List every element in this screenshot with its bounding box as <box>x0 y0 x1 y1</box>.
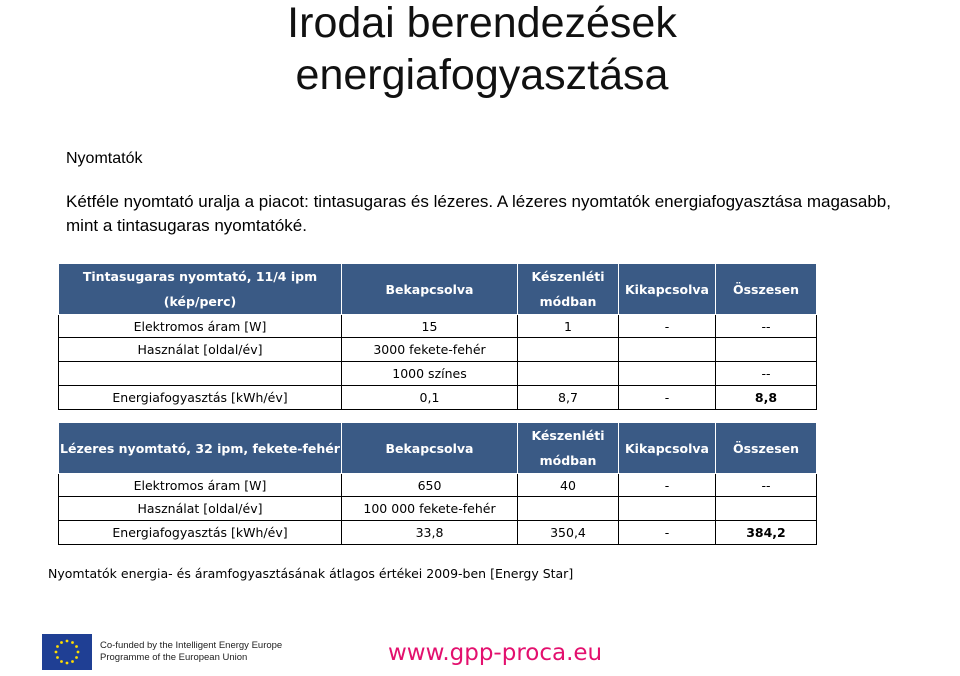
table-row <box>59 386 817 410</box>
intro-paragraph: Kétféle nyomtató uralja a piacot: tintasugaras és lézeres. A lézeres nyomtatók energiafogyasztása magasabb, mint a tintasugaras nyomtatóké. <box>66 192 891 235</box>
table-cell: 100 000 fekete-fehér <box>342 497 518 521</box>
table-cell <box>619 497 716 521</box>
table-cell <box>619 362 716 386</box>
table2-header-total: Összesen <box>716 423 817 474</box>
table1-header-total: Összesen <box>716 264 817 315</box>
table2-header-label: Lézeres nyomtató, 32 ipm, fekete-fehér <box>59 423 342 474</box>
table-cell-total: 8,8 <box>716 386 817 410</box>
table-cell <box>518 362 619 386</box>
laser-table <box>58 422 817 545</box>
eu-star <box>75 645 78 648</box>
eu-text-line-1: Co-funded by the Intelligent Energy Europe <box>100 640 283 651</box>
section-heading: Nyomtatók <box>66 150 143 167</box>
table-cell: 1 <box>518 315 619 338</box>
eu-text-line-2: Programme of the European Union <box>100 652 248 663</box>
table-cell: - <box>619 521 716 545</box>
eu-star <box>66 640 69 643</box>
table-row <box>59 521 817 545</box>
table-cell: 40 <box>518 474 619 497</box>
eu-flag-icon <box>42 634 92 670</box>
website-link[interactable]: www.gpp-proca.eu <box>388 640 603 666</box>
table-cell: 33,8 <box>342 521 518 545</box>
table-cell-total: 384,2 <box>716 521 817 545</box>
table-cell <box>619 338 716 362</box>
eu-star <box>75 656 78 659</box>
eu-star <box>55 651 58 654</box>
table-cell: 0,1 <box>342 386 518 410</box>
table-cell <box>59 362 342 386</box>
table-cell: Elektromos áram [W] <box>59 474 342 497</box>
table-cell: Használat [oldal/év] <box>59 497 342 521</box>
table-cell: 650 <box>342 474 518 497</box>
table-cell: Energiafogyasztás [kWh/év] <box>59 386 342 410</box>
table-cell <box>716 497 817 521</box>
footnote: Nyomtatók energia- és áramfogyasztásának átlagos értékei 2009-ben [Energy Star] <box>48 566 574 581</box>
table-cell: -- <box>716 362 817 386</box>
table-cell: 15 <box>342 315 518 338</box>
table-row <box>59 315 817 338</box>
table1-header-label: Tintasugaras nyomtató, 11/4 ipm (kép/perc) <box>59 264 342 315</box>
table2-header-on: Bekapcsolva <box>342 423 518 474</box>
eu-cofunding-text <box>100 640 282 664</box>
table-cell: 8,7 <box>518 386 619 410</box>
table1-header-standby: Készenléti módban <box>518 264 619 315</box>
table-header-row <box>59 264 817 315</box>
table1-header-off: Kikapcsolva <box>619 264 716 315</box>
table-cell: - <box>619 315 716 338</box>
table2-header-off: Kikapcsolva <box>619 423 716 474</box>
eu-star <box>77 651 80 654</box>
eu-flag-svg <box>42 634 92 670</box>
table-cell <box>518 497 619 521</box>
table-cell: 1000 színes <box>342 362 518 386</box>
table-cell: Elektromos áram [W] <box>59 315 342 338</box>
table-cell: - <box>619 474 716 497</box>
eu-star <box>66 662 69 665</box>
table2-header-standby: Készenléti módban <box>518 423 619 474</box>
eu-star <box>56 656 59 659</box>
title-line-2: energiafogyasztása <box>295 51 669 99</box>
table-cell <box>518 338 619 362</box>
inkjet-table <box>58 263 817 410</box>
eu-star <box>60 641 63 644</box>
table-cell: 3000 fekete-fehér <box>342 338 518 362</box>
table-cell: Energiafogyasztás [kWh/év] <box>59 521 342 545</box>
eu-star <box>56 645 59 648</box>
table-row <box>59 474 817 497</box>
table-cell: - <box>619 386 716 410</box>
table-cell: -- <box>716 315 817 338</box>
eu-star <box>71 660 74 663</box>
title-line-1: Irodai berendezések <box>287 0 677 47</box>
table-cell: 350,4 <box>518 521 619 545</box>
table1-header-on: Bekapcsolva <box>342 264 518 315</box>
table-cell: Használat [oldal/év] <box>59 338 342 362</box>
table-row <box>59 497 817 521</box>
table-row <box>59 338 817 362</box>
table-cell <box>716 338 817 362</box>
table-row <box>59 362 817 386</box>
table-cell: -- <box>716 474 817 497</box>
eu-star <box>60 660 63 663</box>
eu-star <box>71 641 74 644</box>
page-title <box>0 0 932 101</box>
table-header-row <box>59 423 817 474</box>
